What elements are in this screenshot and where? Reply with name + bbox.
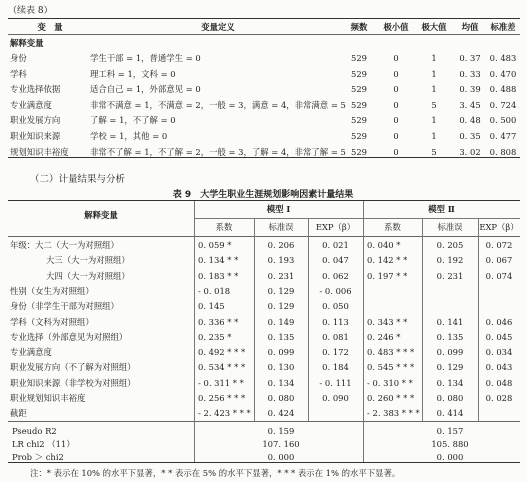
table9-cell: 0. 424 <box>267 408 295 419</box>
table8-cell: 非常不满意 = 1，不满意 = 2，一般 = 3，满意 = 4，非常满意 = 5 <box>90 99 346 110</box>
table8-cell: 职业发展方向 <box>10 115 61 126</box>
table9-cell: 0. 414 <box>436 408 464 419</box>
table9-cell: 0. 492 * * * <box>198 347 246 358</box>
table8-cell: 529 <box>351 53 367 63</box>
table9-cell: 0. 183 * * <box>198 270 239 281</box>
table9-row-label: 年级：大二（大一为对照组） <box>10 240 119 250</box>
table9-cell: 0. 048 <box>485 377 513 388</box>
table8-header-rule <box>8 34 520 35</box>
table9-stats-m2: 0. 000 <box>436 452 464 462</box>
table8-header-cell: 变量定义 <box>201 22 235 32</box>
table9-subheader-cell: 标准误 <box>268 222 294 232</box>
table8-cell: 0. 724 <box>489 99 517 110</box>
table-row <box>8 113 520 127</box>
table9-cell: - 0. 111 <box>319 377 352 388</box>
table9-row-label: 专业选择（外部意见为对照组） <box>10 331 128 342</box>
model1-label: 模型 Ⅰ <box>266 204 291 214</box>
table9-cell: 0. 040 * <box>367 240 401 250</box>
table9-cell: 0. 205 <box>436 240 464 250</box>
table8-section-row <box>8 36 520 50</box>
table9-cell: 0. 149 <box>267 316 295 327</box>
table9-cell: 0. 483 * * * <box>367 347 415 358</box>
table8-cell: 5 <box>431 99 437 110</box>
table8-cell: 1 <box>431 68 437 79</box>
table9-cell: 0. 090 <box>322 393 349 403</box>
table8-cell: 0. 500 <box>489 115 517 126</box>
table9-cell: 0. 343 * * <box>367 316 408 327</box>
table9-cell: 0. 021 <box>322 240 349 250</box>
table9-cell: 0. 028 <box>485 393 513 403</box>
table8-cell: 3. 45 <box>459 99 481 110</box>
table9-cell: 0. 059 * <box>198 240 232 250</box>
table9-cell: 0. 099 <box>436 347 464 358</box>
table9-cell: 0. 142 * * <box>367 255 408 266</box>
table8-cell: 0. 470 <box>489 68 517 79</box>
table8-cell: 适合自己 = 1，外部意见 = 0 <box>90 84 201 95</box>
table-row <box>8 51 520 65</box>
table8-cell: 0 <box>393 99 399 110</box>
table8-cell: 0. 477 <box>489 131 517 141</box>
table9-subheader-cell: 系数 <box>384 222 401 232</box>
table9-cell: 0. 246 * <box>367 331 401 342</box>
table8-header-cell: 频数 <box>350 22 368 32</box>
table8-cell: 0. 39 <box>459 84 481 95</box>
table9-cell: 0. 231 <box>267 270 295 281</box>
table9-cell: 0. 074 <box>485 270 513 281</box>
table8-section-label: 解释变量 <box>10 38 44 48</box>
table9-stats-m1: 107. 160 <box>262 439 300 449</box>
table8-cell: 规划知识丰裕度 <box>10 146 69 157</box>
table8-cell: 学生干部 = 1，普通学生 = 0 <box>90 53 201 63</box>
table8-cell: 529 <box>351 99 367 110</box>
table9-cell: 0. 047 <box>322 255 349 266</box>
table9-cell: 0. 129 <box>267 301 295 312</box>
table8-header-row <box>8 20 520 34</box>
table9-cell: - 0. 310 * * <box>367 377 413 388</box>
table9-stats-label: LR chi2 （11） <box>12 439 75 449</box>
table9-row-label: 职业发展方向（不了解为对照组） <box>10 362 136 373</box>
table9-subheader-cell: EXP（β） <box>315 222 356 232</box>
table9-cell: 0. 130 <box>267 362 295 373</box>
table8-header-cell: 变 量 <box>37 22 63 32</box>
table9-cell: 0. 080 <box>267 393 295 403</box>
table8-cell: 0. 488 <box>489 84 517 95</box>
table-row <box>8 98 520 112</box>
table9-stats-label: Prob ＞ chi2 <box>12 452 64 462</box>
table9-subheader-cell: 系数 <box>215 222 233 232</box>
table8-top-rule <box>8 18 520 19</box>
table9-stats-label: Pseudo R2 <box>12 426 57 436</box>
table9-row-label: 性别（女生为对照组） <box>10 285 94 296</box>
table9-row-label: 职业规划知识丰裕度 <box>10 393 86 403</box>
table8-cell: 非常不了解 = 1，不了解 = 2，一般 = 3，了解 = 4，非常了解 = 5 <box>90 146 346 157</box>
table8-cell: 了解 = 1，不了解 = 0 <box>90 115 176 126</box>
table9-row-label: 专业满意度 <box>10 347 52 358</box>
table9-cell: - 2. 383 * * * <box>367 408 420 419</box>
table9-cell: 0. 046 <box>485 316 513 327</box>
table-row <box>8 82 520 96</box>
table-row <box>8 145 520 159</box>
table9-cell: 0. 134 <box>267 377 295 388</box>
table9-stats-m2: 0. 157 <box>436 426 464 436</box>
table9-cell: 0. 099 <box>267 347 295 358</box>
section-title: （二）计量结果与分析 <box>30 174 126 185</box>
table9-cell: 0. 135 <box>267 331 295 342</box>
table-row <box>8 67 520 81</box>
table8-cell: 0 <box>393 115 399 126</box>
table8-cell: 0 <box>393 68 399 79</box>
table9-cell: 0. 235 * <box>198 331 232 342</box>
table8-cell: 0 <box>393 53 399 63</box>
table9-cell: 0. 080 <box>436 393 464 403</box>
table8-cell: 专业满意度 <box>10 99 52 110</box>
table8-cell: 职业知识来源 <box>10 131 61 141</box>
table8-header-cell: 标准差 <box>490 22 516 32</box>
table8-cell: 理工科 = 1，文科 = 0 <box>90 68 176 79</box>
table9-cell: 0. 081 <box>322 331 349 342</box>
table9-subheader-cell: 标准误 <box>437 222 463 232</box>
table8-cell: 0 <box>393 146 399 157</box>
model2-label: 模型 Ⅱ <box>428 204 455 214</box>
table8-cell: 学校 = 1，其他 = 0 <box>90 131 168 141</box>
table9-row-label: 大三（大一为对照组） <box>46 255 130 266</box>
table9-stats-m1: 0. 000 <box>267 452 295 462</box>
table9-row-label: 身份（非学生干部为对照组） <box>10 301 119 312</box>
table-row <box>8 405 520 422</box>
table8-cell: 529 <box>351 115 367 126</box>
table9-cell: 0. 067 <box>485 255 513 266</box>
table9-cell: 0. 034 <box>485 347 513 358</box>
table9-cell: - 2. 423 * * * <box>198 408 251 419</box>
table8-header-cell: 极大值 <box>421 22 447 32</box>
table8-cell: 3. 02 <box>459 146 481 157</box>
table8-cell: 学科 <box>10 68 27 79</box>
table8-cell: 0. 48 <box>459 115 481 126</box>
table8-cell: 5 <box>431 146 437 157</box>
table9-cell: 0. 256 * * * <box>198 393 246 403</box>
table8-cell: 身份 <box>10 53 27 63</box>
table9-subheader-row <box>8 219 520 236</box>
table8-cell: 0. 483 <box>489 53 517 63</box>
table-row <box>8 129 520 143</box>
table9-explain-label: 解释变量 <box>84 210 118 220</box>
table8-cell: 0. 37 <box>459 53 481 63</box>
table9-cell: 0. 113 <box>322 316 349 327</box>
table8-cell: 0 <box>393 84 399 95</box>
table9-cell: 0. 135 <box>436 331 464 342</box>
table8-cell: 529 <box>351 68 367 79</box>
table9-cell: 0. 072 <box>485 240 513 250</box>
table9-row-label: 职业知识来源（非学校为对照组） <box>10 377 136 388</box>
table9-subheader-cell: EXP（β） <box>479 222 519 232</box>
table9-cell: 0. 045 <box>485 331 513 342</box>
table9-cell: - 0. 018 <box>198 285 231 296</box>
table9-cell: 0. 260 * * * <box>367 393 415 403</box>
table8-cell: 1 <box>431 131 437 141</box>
table9-cell: 0. 172 <box>322 347 349 358</box>
table9-cell: 0. 184 <box>322 362 349 373</box>
table8-cell: 529 <box>351 84 367 95</box>
table9-row-label: 学科（文科为对照组） <box>10 316 94 327</box>
table8-cell: 0. 33 <box>459 68 481 79</box>
table9-cell: 0. 129 <box>267 285 295 296</box>
table9-stats-m2: 105. 880 <box>431 439 469 449</box>
table9-cell: 0. 197 * * <box>367 270 408 281</box>
table9-cell: - 0. 311 * * <box>198 377 244 388</box>
table8-header-cell: 均值 <box>461 22 479 32</box>
table9-note: 注：* 表示在 10% 的水平下显著，* * 表示在 5% 的水平下显著，* * * 表示在 1% 的水平下显著。 <box>30 468 401 478</box>
table9-cell: 0. 134 * * <box>198 255 239 266</box>
table9-cell: 0. 206 <box>267 240 295 250</box>
table8-cell: 529 <box>351 131 367 141</box>
table8-cell: 1 <box>431 53 437 63</box>
table9-cell: 0. 050 <box>322 301 349 312</box>
table9-row-label: 大四（大一为对照组） <box>46 270 130 281</box>
table9-cell: 0. 043 <box>485 362 513 373</box>
table9-cell: 0. 141 <box>436 316 464 327</box>
table9-cell: 0. 193 <box>267 255 295 266</box>
table9-cell: 0. 134 <box>436 377 464 388</box>
table9-cell: - 0. 006 <box>319 285 352 296</box>
table9-stats-row <box>8 449 520 466</box>
table9-cell: 0. 062 <box>322 270 349 281</box>
table8-cell: 专业选择依据 <box>10 84 61 95</box>
table9-cell: 0. 545 * * * <box>367 362 415 373</box>
table9-cell: 0. 129 <box>436 362 464 373</box>
table8-cell: 529 <box>351 146 367 157</box>
table8-cell: 1 <box>431 84 437 95</box>
table8-cell: 0 <box>393 131 399 141</box>
table9-cell: 0. 231 <box>436 270 464 281</box>
table8-cell: 0. 808 <box>489 146 517 157</box>
table9-model-header-row <box>8 201 520 218</box>
table9-cell: 0. 534 * * * <box>198 362 246 373</box>
table8-cell: 0. 35 <box>459 131 481 141</box>
table9-cell: 0. 336 * * <box>198 316 239 327</box>
table9-cell: 0. 192 <box>436 255 464 266</box>
table9-cell: 0. 145 <box>198 301 225 312</box>
table9-row-label: 截距 <box>10 408 27 419</box>
table9-stats-m1: 0. 159 <box>267 426 295 436</box>
table8-header-cell: 极小值 <box>383 22 409 32</box>
table9-title: 表 9 大学生职业生涯规划影响因素计量结果 <box>172 190 354 200</box>
continued-label: （续表 8） <box>8 6 53 16</box>
table8-cell: 1 <box>431 115 437 126</box>
